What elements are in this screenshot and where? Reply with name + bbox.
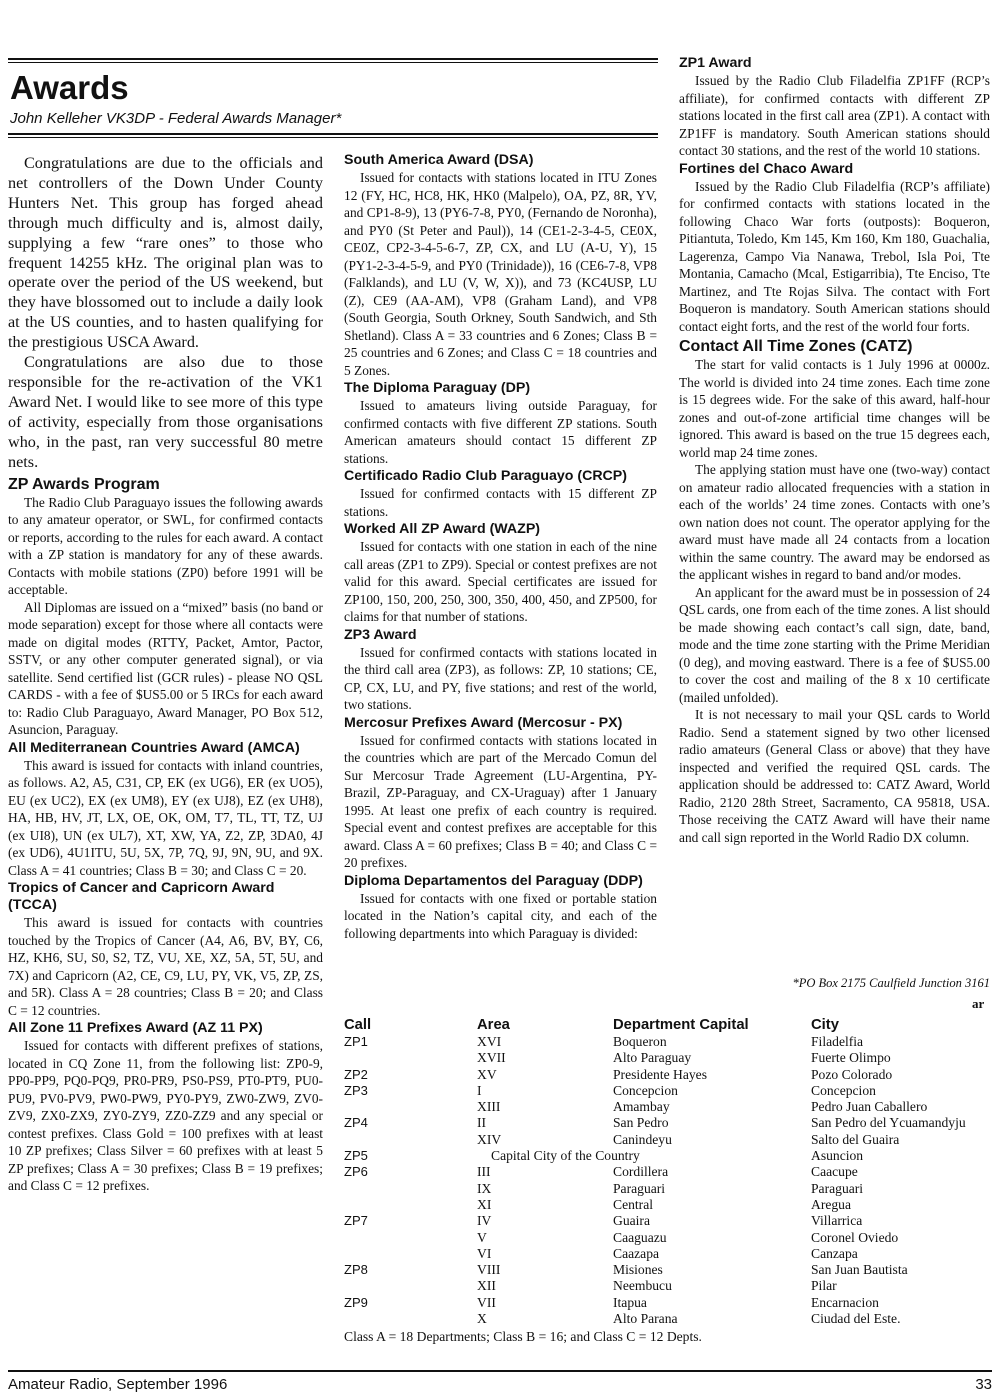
- call-cell: [344, 1311, 477, 1327]
- area-cell: XII: [477, 1278, 496, 1294]
- area-cell: Capital City of the Country: [491, 1148, 640, 1164]
- call-cell: [344, 1246, 477, 1262]
- city-cell: Pedro Juan Caballero: [811, 1099, 928, 1115]
- table-row: [344, 1213, 992, 1229]
- call-cell: [344, 1050, 477, 1066]
- wazp-heading: Worked All ZP Award (WAZP): [344, 521, 541, 537]
- intro-section: [8, 154, 323, 473]
- city-cell: San Pedro del Ycuamandyju: [811, 1115, 966, 1131]
- city-cell: Coronel Oviedo: [811, 1229, 899, 1245]
- city-cell: Villarrica: [811, 1213, 863, 1229]
- area-cell: XVI: [477, 1034, 502, 1049]
- top-rule: [8, 58, 658, 60]
- department-cell: San Pedro: [613, 1115, 669, 1131]
- city-cell: Caacupe: [811, 1164, 858, 1180]
- city-cell: Filadelfia: [811, 1034, 864, 1049]
- footer-rule: [8, 1370, 992, 1372]
- table-row: [344, 1164, 992, 1180]
- call-cell: ZP5: [344, 1148, 368, 1164]
- area-cell: VII: [477, 1294, 496, 1310]
- area-cell: VI: [477, 1245, 492, 1261]
- city-cell: Asuncion: [811, 1148, 864, 1164]
- department-cell: Boqueron: [613, 1034, 667, 1049]
- zp3-paragraph: Issued for confirmed contacts with stations located in the third call area (ZP3), as follows: ZP, 10 stations; CE, CP, CX, LU, and PY, five stations; and rest of the world, two stations.: [344, 644, 657, 712]
- table-row: [344, 1132, 992, 1148]
- area-cell: IV: [477, 1213, 492, 1229]
- department-cell: Neembucu: [613, 1278, 672, 1294]
- mercosur-heading: Mercosur Prefixes Award (Mercosur - PX): [344, 714, 623, 731]
- mercosur-paragraph: Issued for confirmed contacts with stations located in the countries which are part of the Mercado Comun del Sur Mercosur Trade Agreement (LU-Argentina, PY-Brazil, ZP-Paraguay, and CX-Uraguay) after 1 January 1995. At least one prefix of each country is required. Special event and contest prefixes are acceptable for this award. Class A = 60 prefixes; Class B = 40; and Class C = 20 prefixes.: [344, 732, 657, 870]
- footer-page-number: 33: [975, 1376, 992, 1393]
- crcp-heading: Certificado Radio Club Paraguayo (CRCP): [344, 468, 627, 484]
- chaco-paragraph: Issued by the Radio Club Filadelfia (RCP’s affiliate) for confirmed contacts with stations located in the following Chaco War forts (outposts): Boqueron, Pitiantuta, Toledo, Km 145, Km 160, Km 180, Guachalia, Lagerenza, Campo Via Nanawa, Trebol, Isla Poi, Tte Montania, Camacho (Mcal, Estigarribia), Tte Enciso, Tte Martinez, and Tte Rojas Silva. The contact with Fort Boqueron is mandatory. South American stations should contact eight forts, and the rest of the world four forts.: [679, 178, 990, 334]
- zp1-paragraph: Issued by the Radio Club Filadelfia ZP1FF (RCP’s affiliate), for confirmed contacts with different ZP stations located in the first call area (ZP1). A contact with ZP1FF is mandatory. South American stations should contact 30 stations, and the rest of the world 10 stations.: [679, 73, 990, 158]
- call-cell: ZP9: [344, 1294, 368, 1310]
- table-row: [344, 1262, 992, 1278]
- zp-awards-heading: ZP Awards Program: [8, 475, 160, 493]
- tcca-paragraph: This award is issued for contacts with countries touched by the Tropics of Cancer (A4, A6, BV, BY, C6, HZ, KH6, SU, S0, S2, TZ, VU, XE, XZ, 5A, 5T, 5U, and 7X) and Capricorn (A2, CE, C9, LU, PY, VK, V5, ZP, ZS, and 5R). Class A = 28 countries; Class B = 20; and Class C = 12 countries.: [8, 915, 323, 1018]
- column-1: [8, 154, 323, 1195]
- tcca-heading: Tropics of Cancer and Capricorn Award (TCCA): [8, 880, 275, 913]
- city-cell: Paraguari: [811, 1180, 864, 1196]
- department-cell: Alto Paraguay: [613, 1050, 692, 1066]
- call-cell: ZP3: [344, 1082, 368, 1098]
- dsa-heading: South America Award (DSA): [344, 152, 534, 168]
- table-row: [344, 1115, 992, 1131]
- amca-heading: All Mediterranean Countries Award (AMCA): [8, 739, 300, 756]
- catz-paragraph-3: An applicant for the award must be in possession of 24 QSL cards, one from each of the time zones. A list should be made showing each contact’s call sign, date, band, mode and the time zone starting with the Prime Meridian (0 deg), and moving eastward. There is a fee of $US5.00 to cover the cost and mailing of the 8 x 10 certificate (mailed unfolded).: [679, 584, 990, 705]
- city-cell: Pozo Colorado: [811, 1066, 893, 1082]
- amca-paragraph: This award is issued for contacts with inland countries, as follows. A2, A5, C31, CP, EK (ex UG6), ER (ex UO5), EU (ex UC2), EX (ex UM8), EY (ex UJ8), EZ (ex UH8), HA, HB, HV, JT, LX, OE, OK, OM, T7, TL, TT, TZ, UJ (ex UI8), UN (ex UL7), XT, XW, YA, Z2, ZP, 3DA0, 4J (ex UD6), 4U1ITU, 5U, 5X, 7P, 7Q, 9J, 9N, 9U, and 9X. Class A = 41 countries; Class B = 30; and Class C = 20.: [8, 757, 323, 878]
- call-cell: [344, 1099, 477, 1115]
- zp-paragraph-1: The Radio Club Paraguayo issues the following awards to any amateur operator, or SWL, for confirmed contacts or reports, according to the rules for each award. A contact with a ZP station is mandatory for any of these awards. Contacts with mobile stations (ZP0) before 1991 will be acceptable.: [8, 494, 323, 597]
- column-2: [344, 151, 657, 942]
- az11-paragraph: Issued for contacts with different prefixes of stations, located in CQ Zone 11, from the following list: ZP0-9, PP0-PP9, PQ0-PQ9, PR0-PR9, PS0-PS9, PT0-PT9, PU0-PU9, PV0-PV9, PW0-PW9, PY0-PY9, ZW0-ZW9, ZV0-ZV9, ZX0-ZX9, ZY0-ZY9, ZZ0-ZZ9 and any special or contest prefixes. Class Gold = 100 prefixes with at least 10 ZP prefixes; Class Silver = 60 prefixes with at least 5 ZP prefixes; Class A = 30 prefixes; Class B = 19 prefixes; and Class C = 12 prefixes.: [8, 1038, 323, 1193]
- byline: John Kelleher VK3DP - Federal Awards Manager*: [10, 110, 342, 127]
- catz-paragraph-4: It is not necessary to mail your QSL cards to World Radio. Send a statement signed by two other licensed radio amateurs (General Class or above) that they have inspected and verified the required QSL cards. The application should be addressed to: CATZ Award, World Radio, 2120 28th Street, Sacramento, CA 95818, USA. Those receiving the CATZ Award will have their name and call sign reported in the World Radio DX column.: [679, 707, 990, 845]
- area-cell: XIII: [477, 1099, 501, 1115]
- city-cell: Canzapa: [811, 1245, 858, 1261]
- catz-heading: Contact All Time Zones (CATZ): [679, 338, 913, 355]
- az11-heading: All Zone 11 Prefixes Award (AZ 11 PX): [8, 1020, 263, 1036]
- author-footnote: *PO Box 2175 Caulfield Junction 3161: [792, 976, 990, 990]
- footer-publication: Amateur Radio, September 1996: [8, 1376, 228, 1393]
- zp-paragraph-2: All Diplomas are issued on a “mixed” basis (no band or mode separation) except for those where all contacts were made on digital modes (RTTY, Packet, Amtor, Pactor, SSTV, or any other computer generated signal), or via satellite. Send certified list (GCR rules) - please NO QSL CARDS - with a fee of $US5.00 or 5 IRCs for each award to: Radio Club Paraguayo, Award Manager, PO Box 512, Asuncion, Paraguay.: [8, 599, 323, 737]
- department-cell: Itapua: [613, 1294, 647, 1310]
- city-cell: Aregua: [811, 1196, 852, 1212]
- department-cell: Caaguazu: [613, 1229, 667, 1245]
- area-cell: IX: [477, 1180, 492, 1196]
- call-cell: [344, 1278, 477, 1294]
- city-cell: Concepcion: [811, 1082, 876, 1098]
- table-row: [344, 1148, 992, 1164]
- catz-paragraph-2: The applying station must have one (two-way) contact on amateur radio allocated frequencies with a station in each of the worlds’ 24 time zones. Contacts with one’s own nation does not count. The operator applying for the award must have made all 24 contacts from a location within the same country. The award may be endorsed as the applicant wishes in regard to band and/or modes.: [679, 462, 990, 582]
- catz-paragraph-1: The start for valid contacts is 1 July 1996 at 0000z. The world is divided into 24 time zones. Each time zone is 15 degrees wide. For the sake of this award, half-hour zones and out-of-zone artificial time changes will be ignored. This award is based on the true 15 degrees each, world map 24 time zones.: [679, 357, 990, 460]
- table-row: [344, 1295, 992, 1311]
- area-cell: XIV: [477, 1131, 502, 1147]
- area-cell: VIII: [477, 1262, 501, 1278]
- area-cell: III: [477, 1164, 491, 1180]
- area-cell: XVII: [477, 1050, 506, 1066]
- header-department-capital: Department Capital: [613, 1017, 749, 1033]
- department-cell: Caazapa: [613, 1245, 660, 1261]
- title-rule-2: [8, 137, 658, 138]
- ddp-heading: Diploma Departamentos del Paraguay (DDP): [344, 872, 643, 889]
- city-cell: Pilar: [811, 1278, 837, 1294]
- table-row: [344, 1034, 992, 1050]
- zp3-heading: ZP3 Award: [344, 626, 417, 643]
- call-cell: [344, 1132, 477, 1148]
- dp-heading: The Diploma Paraguay (DP): [344, 380, 531, 396]
- department-cell: Cordillera: [613, 1164, 669, 1180]
- area-cell: I: [477, 1082, 482, 1098]
- area-cell: V: [477, 1229, 487, 1245]
- wazp-paragraph: Issued for contacts with one station in each of the nine call areas (ZP1 to ZP9). Special or contest prefixes are not valid for this award. Special certificates are issued for ZP100, 150, 200, 250, 300, 350, 400, 450, and ZP500, for claims for that number of stations.: [344, 539, 657, 624]
- header-city: City: [811, 1017, 839, 1033]
- table-row: [344, 1083, 992, 1099]
- department-cell: Guaira: [613, 1213, 650, 1229]
- title-rule: [8, 133, 658, 135]
- end-mark: ar: [972, 996, 985, 1011]
- area-cell: XI: [477, 1196, 492, 1212]
- area-cell: X: [477, 1311, 487, 1327]
- department-cell: Amambay: [613, 1099, 670, 1115]
- area-cell: XV: [477, 1066, 497, 1082]
- table-row: [344, 1197, 992, 1213]
- call-cell: [344, 1197, 477, 1213]
- table-row: [344, 1230, 992, 1246]
- table-row: [344, 1050, 992, 1066]
- intro-paragraph-2: Congratulations are also due to those responsible for the re-activation of the VK1 Award Net. I would like to see more of this type of activity, especially from those organisations who, in the past, ran very successful 80 metre nets.: [8, 353, 323, 471]
- call-cell: ZP6: [344, 1164, 368, 1180]
- zp1-heading: ZP1 Award: [679, 55, 752, 71]
- call-cell: ZP7: [344, 1213, 368, 1229]
- top-rule-2: [8, 62, 658, 63]
- area-cell: II: [477, 1115, 487, 1131]
- table-row: [344, 1278, 992, 1294]
- department-cell: Concepcion: [613, 1082, 678, 1098]
- city-cell: Salto del Guaira: [811, 1131, 900, 1147]
- dp-paragraph: Issued to amateurs living outside Paraguay, for confirmed contacts with five different ZP stations. South American amateurs should contact 15 different ZP stations.: [344, 398, 657, 466]
- page-title: Awards: [10, 69, 129, 106]
- table-row: [344, 1181, 992, 1197]
- call-cell: [344, 1230, 477, 1246]
- table-row: [344, 1311, 992, 1327]
- header-call: Call: [344, 1017, 372, 1033]
- call-cell: [344, 1181, 477, 1197]
- call-cell: ZP8: [344, 1262, 368, 1278]
- city-cell: San Juan Bautista: [811, 1262, 908, 1278]
- department-cell: Presidente Hayes: [613, 1066, 707, 1082]
- department-cell: Paraguari: [613, 1180, 666, 1196]
- table-row: [344, 1067, 992, 1083]
- department-cell: Alto Parana: [613, 1311, 678, 1327]
- header-area: Area: [477, 1017, 510, 1033]
- department-cell: Canindeyu: [613, 1131, 672, 1147]
- call-cell: ZP2: [344, 1066, 368, 1082]
- dsa-paragraph: Issued for contacts with stations located in ITU Zones 12 (FY, HC, HC8, HK, HK0 (Malpelo), OA, PZ, 8R, YV, and CP1-8-9), 13 (PY6-7-8, PY0, (Fernando de Noronha), and PY0 (St Peter and Paul)), 14 (CE1-2-3-4-5, CE0X, CE0Z, CP2-3-4-5-6-7, ZP, CX, and LU (A-U, Y), 15 (PY1-2-3-4-5-9, and PY0 (Trinidade)), 16 (CE6-7-8, VP8 (Falklands), and LU (V, W, X)), and 73 (KC4USP, LU (Z), CE9 (AA-AM), VP8 (Graham Land), and VP8 (South Georgia, South Orkney, South Sandwich, and Sth Shetland). Class A = 33 countries and 6 Zones; Class B = 25 countries and 6 Zones; and Class C = 18 countries and 5 Zones.: [344, 170, 657, 378]
- table-footer-note: Class A = 18 Departments; Class B = 16; and Class C = 12 Depts.: [344, 1329, 702, 1344]
- table-row: [344, 1246, 992, 1262]
- city-cell: Ciudad del Este.: [811, 1311, 901, 1327]
- ddp-paragraph: Issued for contacts with one fixed or portable station located in the Nation’s capital city, and each of the following departments into which Paraguay is divided:: [344, 890, 657, 941]
- city-cell: Fuerte Olimpo: [811, 1050, 891, 1066]
- table-header-row: [344, 1016, 992, 1034]
- call-cell: ZP1: [344, 1034, 368, 1049]
- chaco-heading: Fortines del Chaco Award: [679, 160, 854, 177]
- call-cell: ZP4: [344, 1115, 368, 1131]
- table-body: [344, 1034, 992, 1327]
- department-cell: Central: [613, 1196, 654, 1212]
- table-row: [344, 1099, 992, 1115]
- intro-paragraph-1: Congratulations are due to the officials and net controllers of the Down Under County Hunters Net. This group has forged ahead through much difficulty and is, almost daily, supplying a few “rare ones” to those who frequent 14255 kHz. The original plan was to operate over the period of the US weekend, but they have blossomed out to include a daily look at the US counties, and to hasten qualifying for the prestigious USCA Award.: [8, 154, 323, 352]
- crcp-paragraph: Issued for confirmed contacts with 15 different ZP stations.: [344, 486, 657, 519]
- department-cell: Misiones: [613, 1262, 663, 1278]
- city-cell: Encarnacion: [811, 1294, 879, 1310]
- departments-table: [344, 1016, 992, 1327]
- column-3: [679, 54, 990, 846]
